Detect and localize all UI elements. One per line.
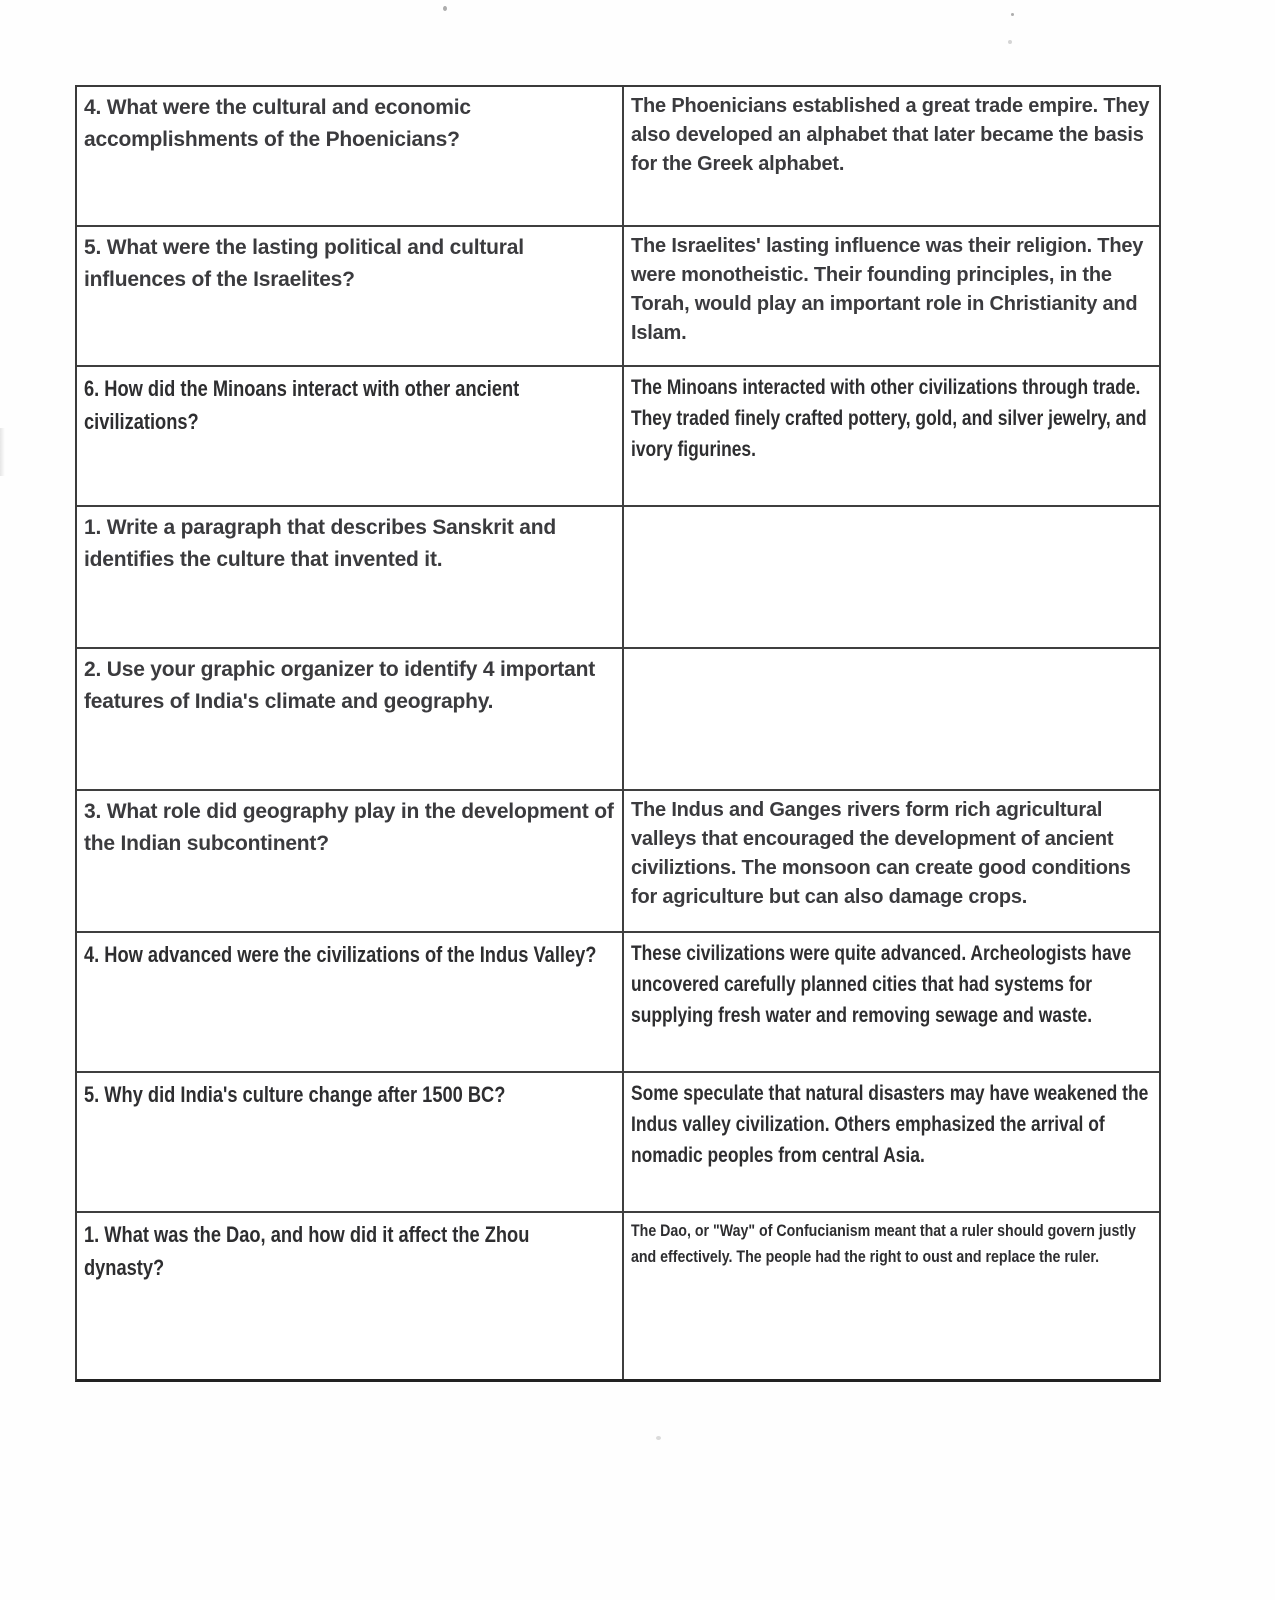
scan-smudge xyxy=(0,428,5,476)
question-cell xyxy=(77,1073,624,1213)
question-cell xyxy=(77,649,624,791)
question-text: 1. Write a paragraph that describes Sanskrit and identifies the culture that invented it. xyxy=(84,516,557,571)
answer-text: The Dao, or "Way" of Confucianism meant that a ruler should govern justly and effectively. The people had the right to oust and replace the ruler. xyxy=(631,1222,1136,1266)
answer-cell xyxy=(624,791,1159,933)
question-cell xyxy=(77,367,624,507)
answer-cell xyxy=(624,1213,1159,1379)
answer-text: Some speculate that natural disasters may have weakened the Indus valley civilization. Others emphasized the arrival of nomadic peoples from central Asia. xyxy=(631,1082,1149,1167)
question-cell xyxy=(77,227,624,367)
answer-text: The Phoenicians established a great trade empire. They also developed an alphabet that later became the basis for the Greek alphabet. xyxy=(631,95,1150,175)
scan-speck xyxy=(1011,13,1014,16)
scan-speck xyxy=(656,1436,661,1440)
answer-cell xyxy=(624,227,1159,367)
answer-text: The Minoans interacted with other civilizations through trade. They traded finely crafted pottery, gold, and silver jewelry, and ivory figurines. xyxy=(631,376,1147,461)
answer-text: The Indus and Ganges rivers form rich agricultural valleys that encouraged the development of ancient civiliztions. The monsoon can create good conditions for agriculture but can also damage crops. xyxy=(631,799,1131,908)
answer-cell xyxy=(624,933,1159,1073)
question-text: 4. How advanced were the civilizations of the Indus Valley? xyxy=(84,942,597,967)
question-cell xyxy=(77,791,624,933)
scan-speck xyxy=(1008,40,1012,44)
answer-cell xyxy=(624,1073,1159,1213)
question-text: 3. What role did geography play in the development of the Indian subcontinent? xyxy=(84,800,614,855)
answer-cell xyxy=(624,87,1159,227)
qa-table xyxy=(75,85,1161,1382)
question-cell xyxy=(77,507,624,649)
scan-speck xyxy=(443,6,447,11)
answer-cell-empty xyxy=(624,649,1159,791)
question-text: 1. What was the Dao, and how did it affect the Zhou dynasty? xyxy=(84,1222,530,1280)
answer-text: The Israelites' lasting influence was their religion. They were monotheistic. Their founding principles, in the Torah, would play an important role in Christianity and Islam. xyxy=(631,235,1144,344)
question-text: 5. What were the lasting political and cultural influences of the Israelites? xyxy=(84,236,524,291)
question-cell xyxy=(77,933,624,1073)
question-text: 5. Why did India's culture change after 1500 BC? xyxy=(84,1082,506,1107)
question-cell xyxy=(77,87,624,227)
question-text: 4. What were the cultural and economic accomplishments of the Phoenicians? xyxy=(84,96,471,151)
question-text: 2. Use your graphic organizer to identify 4 important features of India's climate and geography. xyxy=(84,658,595,713)
question-cell xyxy=(77,1213,624,1379)
question-text: 6. How did the Minoans interact with other ancient civilizations? xyxy=(84,376,520,434)
answer-cell-empty xyxy=(624,507,1159,649)
answer-cell xyxy=(624,367,1159,507)
answer-text: These civilizations were quite advanced. Archeologists have uncovered carefully planned cities that had systems for supplying fresh water and removing sewage and waste. xyxy=(631,942,1132,1027)
